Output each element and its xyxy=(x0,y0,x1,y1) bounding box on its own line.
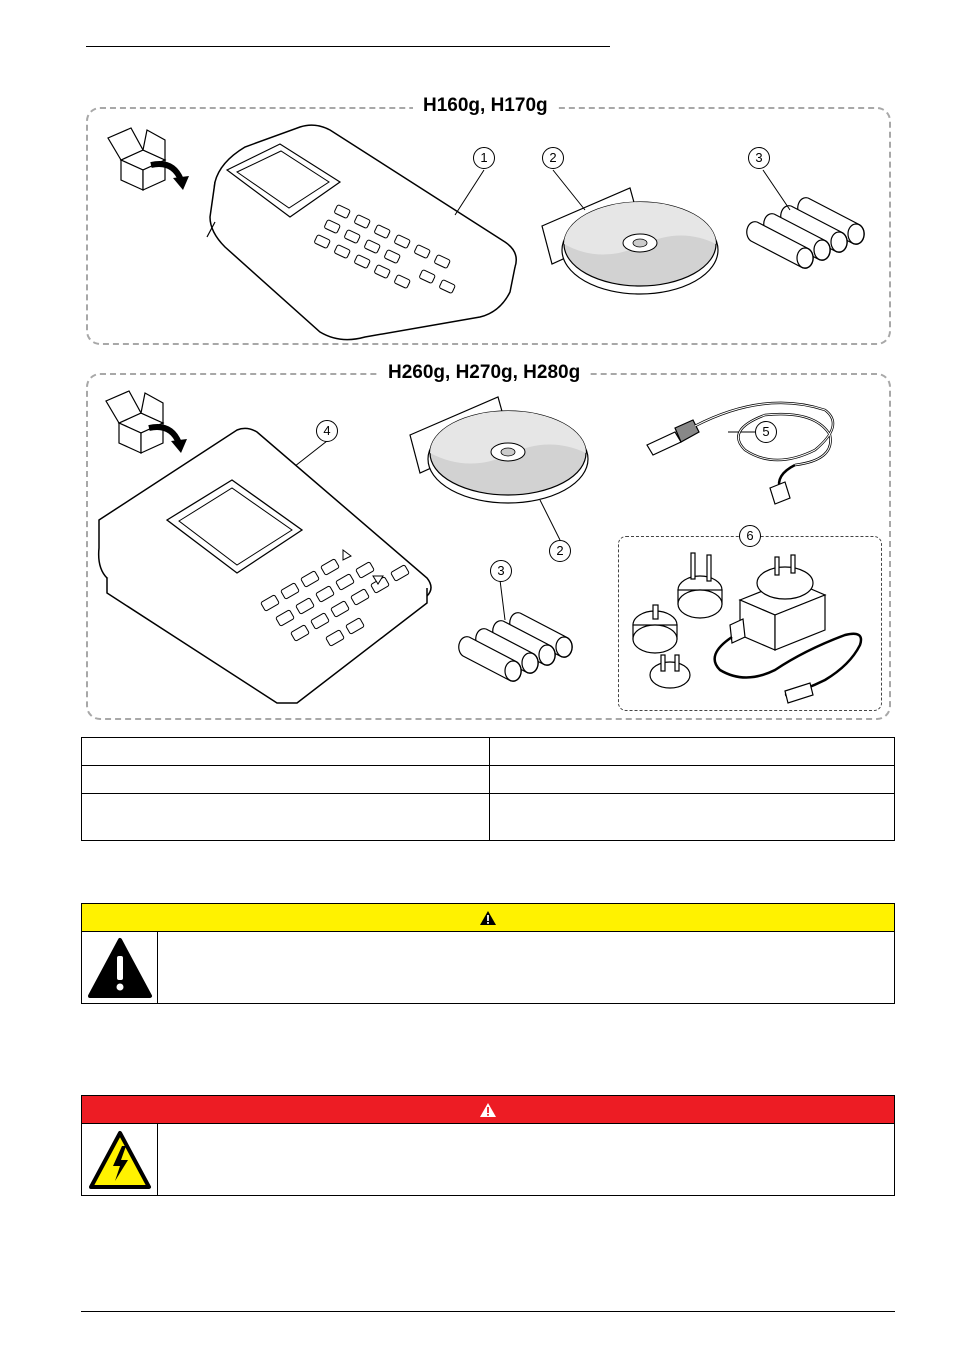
warning-bar xyxy=(82,904,894,932)
benchtop-meter-image xyxy=(97,428,437,706)
warning-notice xyxy=(81,903,895,1004)
table-cell xyxy=(82,794,490,841)
warning-icon-cell xyxy=(82,932,158,1003)
specifications-table xyxy=(81,737,895,841)
danger-bar xyxy=(82,1096,894,1124)
batteries-image xyxy=(462,610,577,695)
callout-2: 2 xyxy=(542,147,564,169)
callout-5: 5 xyxy=(755,421,777,443)
table-cell xyxy=(490,794,895,841)
power-adapter-image xyxy=(625,545,875,705)
panel-title-benchtop: H260g, H270g, H280g xyxy=(378,362,590,384)
table-cell xyxy=(490,766,895,794)
table-cell xyxy=(490,738,895,766)
callout-4: 4 xyxy=(316,420,338,442)
warning-triangle-icon xyxy=(479,910,497,926)
table-row xyxy=(82,738,895,766)
callout-3: 3 xyxy=(490,560,512,582)
callout-1: 1 xyxy=(473,147,495,169)
usb-cable-image xyxy=(645,390,845,510)
callout-3: 3 xyxy=(748,147,770,169)
panel-title-handheld: H160g, H170g xyxy=(413,95,558,117)
warning-triangle-icon xyxy=(479,1102,497,1118)
table-row xyxy=(82,794,895,841)
table-cell xyxy=(82,766,490,794)
electrical-hazard-icon xyxy=(82,1124,157,1196)
callout-2: 2 xyxy=(549,540,571,562)
footer-rule xyxy=(81,1311,895,1312)
warning-triangle-icon xyxy=(82,932,157,1004)
table-row xyxy=(82,766,895,794)
cd-image xyxy=(408,395,593,510)
danger-notice xyxy=(81,1095,895,1196)
table-cell xyxy=(82,738,490,766)
danger-icon-cell xyxy=(82,1124,158,1195)
callout-6: 6 xyxy=(739,525,761,547)
